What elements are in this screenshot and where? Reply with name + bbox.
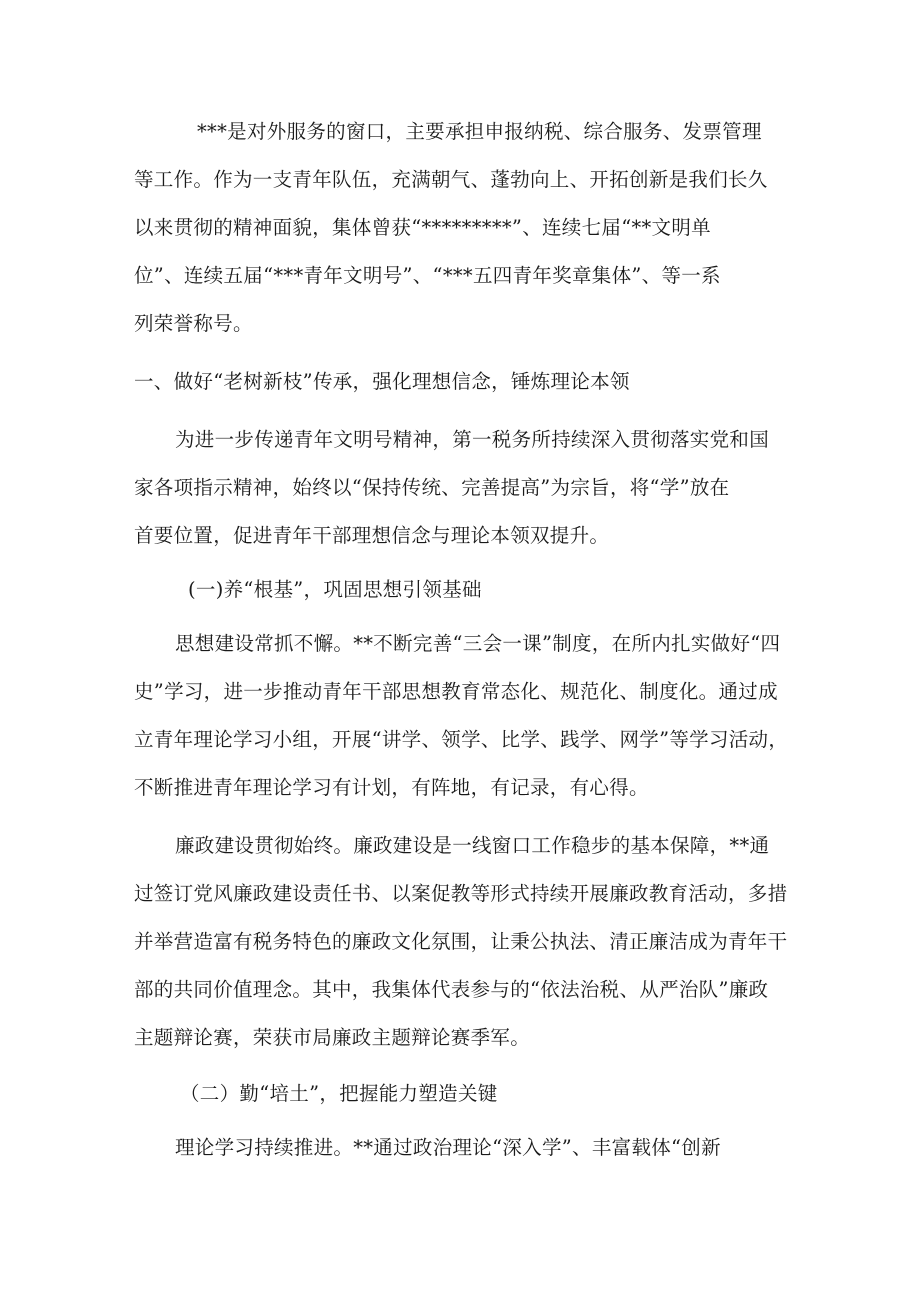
sub1-para2-line-4: 部的共同价值理念。其中，我集体代表参与的“依法治税、从严治队”廉政: [134, 978, 769, 1001]
sub1-para1-line-3: 立青年理论学习小组，开展“讲学、领学、比学、践学、网学”等学习活动，: [134, 728, 789, 751]
subsection-heading-2: （二）勤“培土”，把握能力塑造关键: [180, 1082, 498, 1105]
intro-line-3: 以来贯彻的精神面貌，集体曾获“*********”、连续七届“**文明单: [134, 216, 711, 239]
sub1-para1-line-2: 史”学习，进一步推动青年干部思想教育常态化、规范化、制度化。通过成: [134, 680, 778, 703]
section1-intro-line-3: 首要位置，促进青年干部理想信念与理论本领双提升。: [134, 524, 610, 547]
sub1-para2-line-1: 廉政建设贯彻始终。廉政建设是一线窗口工作稳步的基本保障，**通: [175, 834, 770, 857]
intro-line-5: 列荣誉称号。: [134, 312, 253, 335]
sub1-para2-line-3: 并举营造富有税务特色的廉政文化氛围，让秉公执法、清正廉洁成为青年干: [134, 930, 788, 953]
subsection-heading-1: (一)养“根基”，巩固思想引领基础: [188, 578, 482, 601]
intro-line-4: 位”、连续五届“***青年文明号”、“***五四青年奖章集体”、等一系: [134, 264, 721, 287]
intro-line-1: ***是对外服务的窗口，主要承担申报纳税、综合服务、发票管理: [197, 120, 762, 143]
intro-line-2: 等工作。作为一支青年队伍，充满朝气、蓬勃向上、开拓创新是我们长久: [134, 168, 768, 191]
sub1-para1-line-4: 不断推进青年理论学习有计划，有阵地，有记录，有心得。: [134, 776, 649, 799]
section1-intro-line-2: 家各项指示精神，始终以“保持传统、完善提高”为宗旨，将“学”放在: [134, 476, 730, 499]
sub2-para1-line-1: 理论学习持续推进。**通过政治理论“深入学”、丰富载体“创新: [175, 1136, 721, 1159]
sub1-para1-line-1: 思想建设常抓不懈。**不断完善“三会一课”制度，在所内扎实做好“四: [175, 632, 781, 655]
sub1-para2-line-2: 过签订党风廉政建设责任书、以案促教等形式持续开展廉政教育活动，多措: [134, 882, 788, 905]
sub1-para2-line-5: 主题辩论赛，荣获市局廉政主题辩论赛季军。: [134, 1026, 531, 1049]
section1-intro-line-1: 为进一步传递青年文明号精神，第一税务所持续深入贯彻落实党和国: [175, 428, 770, 451]
section-heading-1: 一、做好“老树新枝”传承，强化理想信念，锤炼理论本领: [134, 370, 630, 393]
